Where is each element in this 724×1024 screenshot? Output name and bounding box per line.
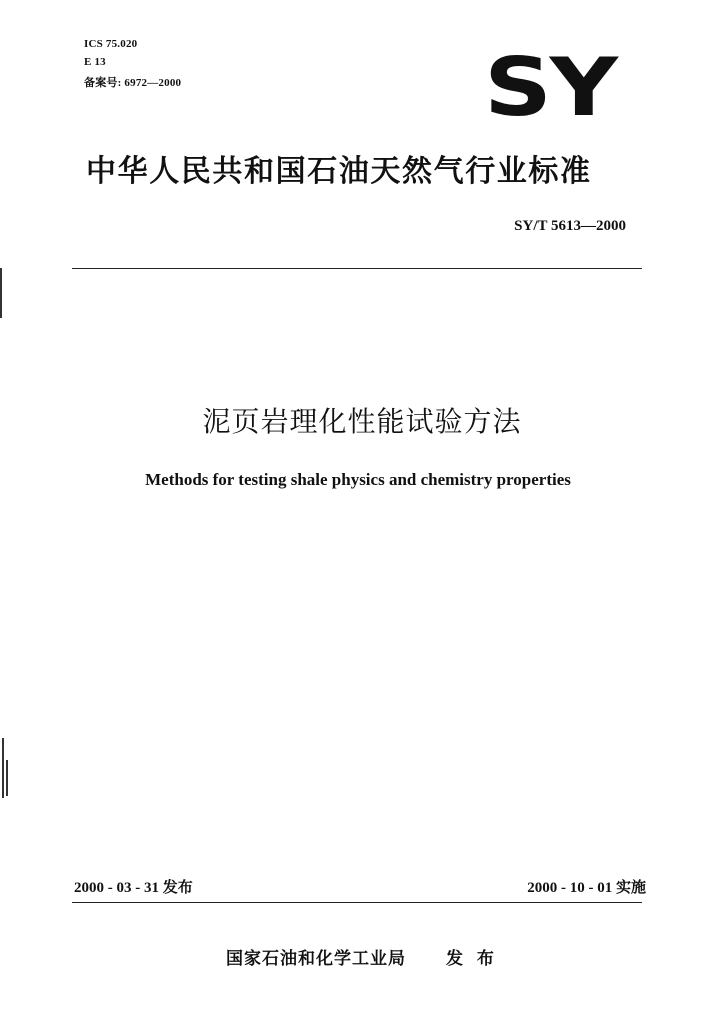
issue-date: 2000 - 03 - 31 发布 xyxy=(74,880,193,896)
issue-label: 发 布 xyxy=(446,949,494,969)
ics-code: ICS 75.020 xyxy=(84,38,138,50)
classification-code: E 13 xyxy=(84,56,106,68)
standard-type-heading: 中华人民共和国石油天然气行业标准 xyxy=(86,154,592,189)
scan-artifact xyxy=(6,760,8,796)
scan-artifact xyxy=(0,268,2,318)
issuing-authority: 国家石油和化学工业局 xyxy=(226,949,406,969)
standard-number: SY/T 5613—2000 xyxy=(514,218,626,234)
bottom-divider xyxy=(72,902,642,903)
document-title-chinese: 泥页岩理化性能试验方法 xyxy=(202,405,522,438)
record-number: 备案号: 6972—2000 xyxy=(84,77,182,89)
top-divider xyxy=(72,268,642,269)
scan-artifact xyxy=(2,738,4,798)
sy-logo: SY xyxy=(484,41,616,134)
document-title-english: Methods for testing shale physics and chemistry properties xyxy=(145,470,571,489)
implementation-date: 2000 - 10 - 01 实施 xyxy=(527,880,646,896)
